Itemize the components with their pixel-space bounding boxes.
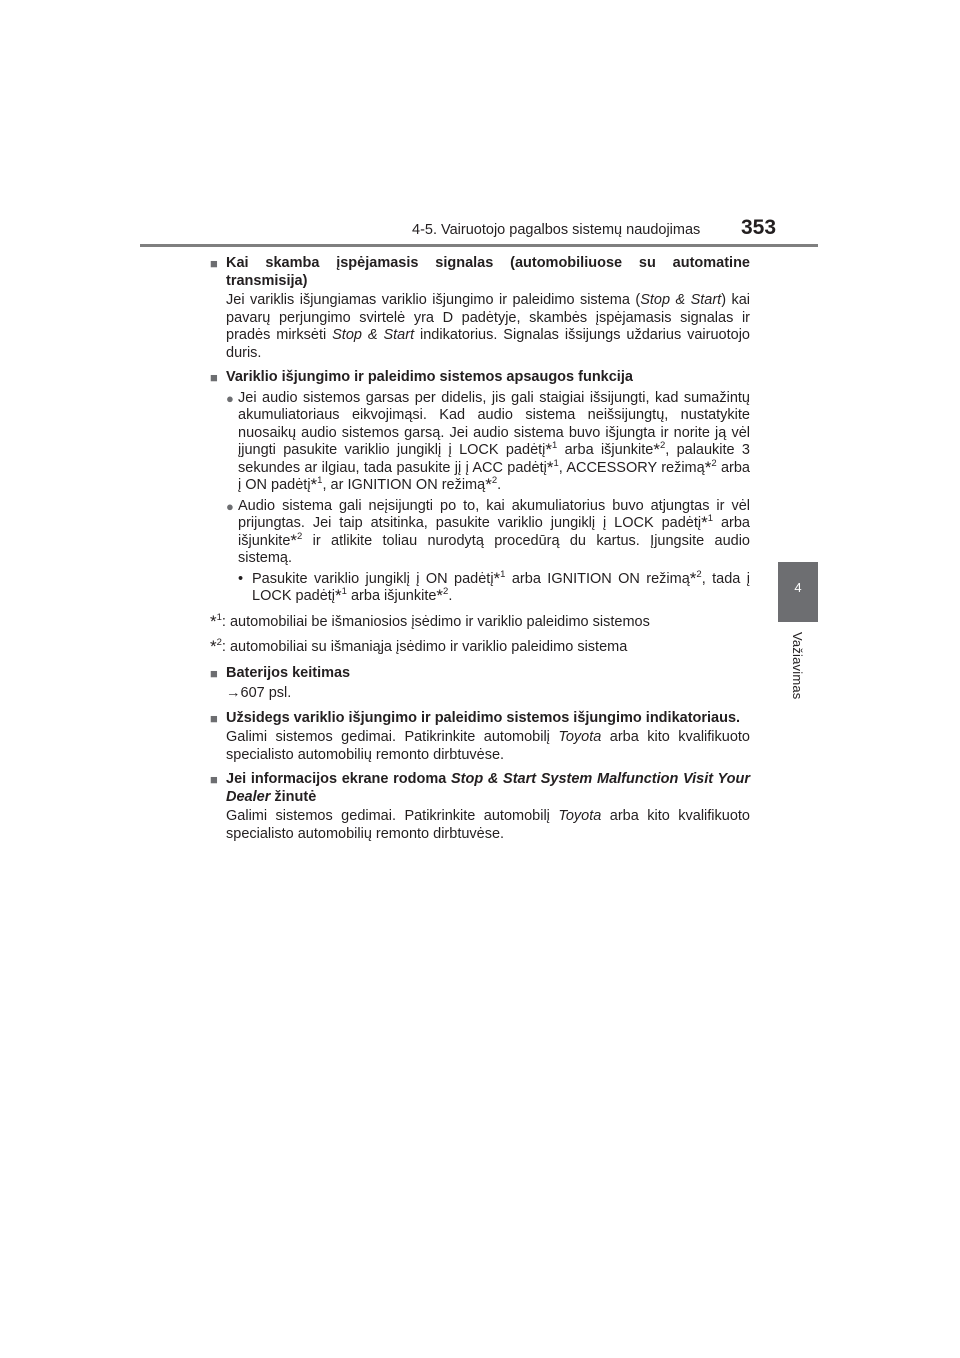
round-bullet-icon: ● [226,498,234,514]
chapter-label: Važiavimas [790,632,805,700]
list-item [210,390,750,495]
arrow-icon: → [226,685,241,701]
section-title: 4-5. Vairuotojo pagalbos sistemų naudojimas [412,222,701,238]
page-number: 353 [741,216,777,239]
square-bullet-icon: ■ [210,665,218,681]
section-heading: Užsidegs variklio išjungimo ir paleidimo sistemos išjungimo indikatoriaus. [226,709,741,726]
section-body: Galimi sistemos gedimai. Patikrinkite automobilį Toyota arba kito kvalifikuoto specialisto automobilių remonto dirbtuvėse. [226,729,750,763]
section-message [210,771,750,843]
round-bullet-icon: ● [226,390,234,406]
section-body: Galimi sistemos gedimai. Patikrinkite automobilį Toyota arba kito kvalifikuoto specialisto automobilių remonto dirbtuvėse. [226,808,750,842]
square-bullet-icon: ■ [210,710,218,726]
list-item [210,498,750,568]
square-bullet-icon: ■ [210,370,218,385]
section-heading: Kai skamba įspėjamasis signalas (automobiliuose su automatine transmisija) [226,255,750,289]
list-item-text: Audio sistema gali neįsijungti po to, kai akumuliatorius buvo atjungtas ir vėl prijungtas. Jei taip atsitinka, pasukite variklio jungiklį į LOCK padėtį*$^1$ arba išjunkite*$^2$ ir atlikite toliau nurodytą procedūrą du kartus. Įjungsite audio sistemą. [238,497,750,566]
chapter-number: 4 [794,580,802,595]
square-bullet-icon: ■ [210,772,218,787]
section-heading: Baterijos keitimas [226,664,351,681]
footnote-1: *$^1$: automobiliai be išmaniosios įsėdimo ir variklio paleidimo sistemos [210,611,650,631]
header-rule [140,244,818,247]
footnote-2: *$^2$: automobiliai su išmaniąja įsėdimo ir variklio paleidimo sistema [210,637,628,656]
list-item-text: Jei audio sistemos garsas per didelis, jis gali staigiai išsijungti, kad sumažintų akumuliatoriaus eikvojimąsi. Kad audio sistema neišsijungtų, nustatykite nuosaikų audio sistemos garsą. Jei audio sistema buvo išjungta ir norite ją vėl įjungti pasukite variklio jungiklį į LOCK padėtį*$^1$ arba išjunkite*$^2$, palaukite 3 sekundes ar ilgiau, tada pasukite jį į ACC padėtį*$^1$, ACCESSORY režimą*$^2$ arba į ON padėtį*$^1$, ar IGNITION ON režimą*$^2$. [238,389,750,494]
small-bullet-icon: • [238,570,244,587]
page-reference-link[interactable]: →607 psl. [226,685,292,701]
section-heading: Variklio išjungimo ir paleidimo sistemos apsaugos funkcija [226,369,633,385]
section-protection [210,369,750,606]
chapter-tab [778,562,818,622]
sub-list-item-text: Pasukite variklio jungiklį į ON padėtį*$^1$ arba IGNITION ON režimą*$^2$, tada į LOCK padėtį*$^1$ arba išjunkite*$^2$. [252,568,750,605]
sub-list-item [210,568,750,606]
section-heading: Jei informacijos ekrane rodoma Stop & Start System Malfunction Visit Your Dealer žinutė [226,771,751,805]
section-indicator [210,710,750,765]
section-battery [210,665,750,703]
page-content [210,255,750,850]
section-body: Jei variklis išjungiamas variklio išjungimo ir paleidimo sistema (Stop & Start) kai pavarų perjungimo svirtelė yra D padėtyje, skambės įspėjamasis signalas ir pradės mirksėti Stop & Start indikatorius. Signalas išsijungs uždarius vairuotojo duris. [226,292,750,361]
section-alarm [210,255,750,362]
square-bullet-icon: ■ [210,256,218,271]
